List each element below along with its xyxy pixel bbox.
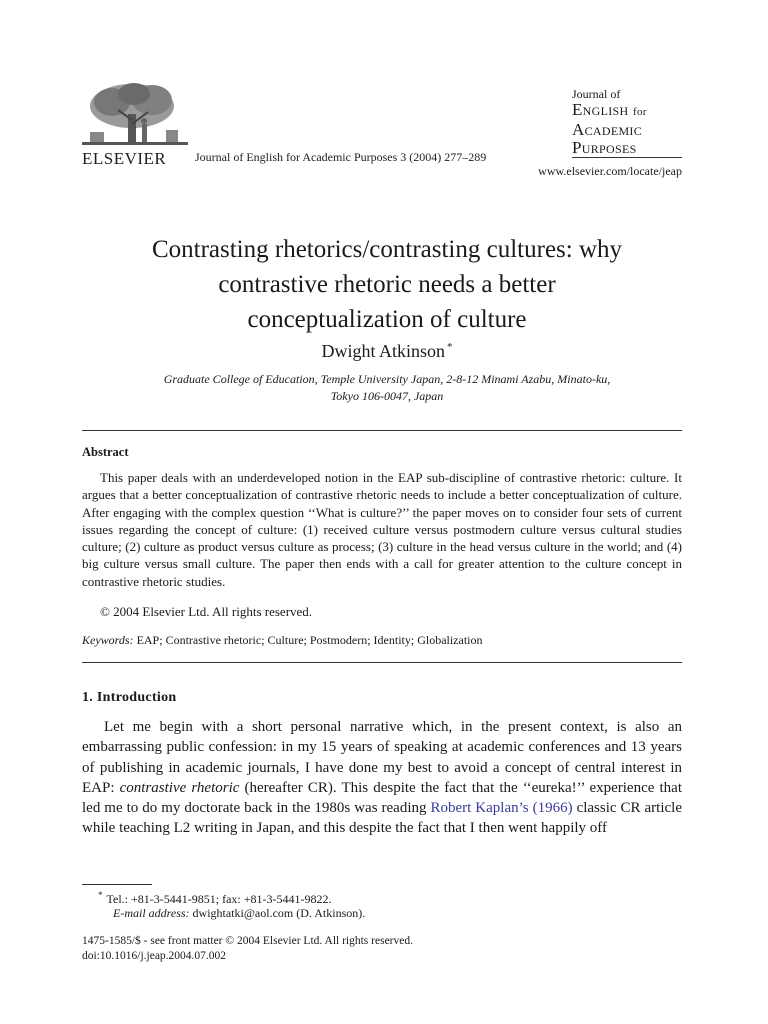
footnote-email — [113, 906, 365, 921]
title-line: contrastive rhetoric needs a better — [218, 271, 556, 298]
journal-citation: Journal of English for Academic Purposes 3 (2004) 277–289 — [195, 150, 487, 164]
author-name[interactable]: Dwight Atkinson — [321, 341, 445, 361]
intro-term: contrastive rhetoric — [119, 779, 240, 796]
journal-of-label: Journal of — [572, 87, 621, 101]
email-address[interactable]: dwightatki@aol.com (D. Atkinson). — [192, 906, 366, 920]
abstract-copyright: © 2004 Elsevier Ltd. All rights reserved. — [100, 604, 313, 619]
footnote-rule — [82, 884, 152, 885]
intro-text: classic CR article while teaching L2 writing in Japan, and this despite the fact that I then went happily off — [82, 800, 682, 837]
keywords-label: Keywords: — [82, 633, 134, 647]
publisher-name: ELSEVIER — [82, 149, 167, 168]
intro-text: (hereafter CR). This despite the fact that the ‘‘eureka!’’ experience that led me to do my doctorate back in the 1980s was reading — [82, 779, 682, 817]
section-heading-introduction: 1. Introduction — [82, 690, 177, 705]
journal-title-english: English — [572, 100, 629, 119]
elsevier-tree-logo — [82, 80, 188, 152]
email-label: E-mail address: — [113, 906, 190, 920]
doi-line[interactable]: doi:10.1016/j.jeap.2004.07.002 — [82, 950, 227, 962]
journal-title-line-3: Purposes — [572, 138, 637, 157]
keywords-line — [82, 633, 483, 648]
affiliation-line: Tokyo 106-0047, Japan — [330, 389, 444, 403]
abstract-heading: Abstract — [82, 445, 129, 459]
author-line — [82, 341, 692, 362]
article-title — [82, 232, 692, 337]
journal-title-rule — [572, 157, 682, 158]
citation-link-kaplan-1966[interactable]: Robert Kaplan’s (1966) — [430, 800, 573, 817]
issn-line: 1475-1585/$ - see front matter © 2004 Elsevier Ltd. All rights reserved. — [82, 935, 413, 947]
abstract-top-rule — [82, 430, 682, 431]
journal-title-line-2: Academic — [572, 120, 643, 139]
author-affiliation — [100, 371, 674, 405]
author-footnote-mark[interactable]: * — [447, 341, 453, 353]
title-line: Contrasting rhetorics/contrasting cultures: why — [151, 236, 623, 263]
abstract-bottom-rule — [82, 662, 682, 663]
affiliation-line: Graduate College of Education, Temple University Japan, 2-8-12 Minami Azabu, Minato-ku, — [163, 372, 611, 386]
introduction-paragraph — [82, 717, 682, 839]
footnote-mark: * — [98, 890, 103, 900]
keywords-values: EAP; Contrastive rhetoric; Culture; Postmodern; Identity; Globalization — [136, 633, 483, 647]
journal-url[interactable]: www.elsevier.com/locate/jeap — [538, 164, 682, 178]
footnote-contact — [98, 890, 332, 907]
intro-text: Let me begin with a short personal narrative which, in the present context, is also an embarrassing public confession: in my 15 years of speaking at academic conferences and 13 years of publishing in academic journals, I have done my best to avoid a concept of central interest in EAP: — [82, 719, 682, 796]
journal-title-line-1 — [572, 101, 682, 121]
footnote-phone-fax: Tel.: +81-3-5441-9851; fax: +81-3-5441-9822. — [106, 892, 332, 906]
abstract-text: This paper deals with an underdeveloped notion in the EAP sub-discipline of contrastive rhetoric: culture. It argues that a better conceptualization of contrastive rhetoric needs to include a better conceptualization of culture. After engaging with the complex question ‘‘What is culture?’’ the paper moves on to consider four sets of current issues regarding the concept of culture: (1) received culture versus postmodern culture versus cultural studies culture; (2) culture as product versus culture as process; (3) culture in the head versus culture in the world; and (4) big culture versus small culture. The paper then ends with a call for greater attention to the culture concept in contrastive rhetoric studies. — [82, 470, 682, 589]
title-line: conceptualization of culture — [247, 306, 527, 333]
journal-title-for: for — [633, 106, 647, 118]
journal-title-block — [572, 88, 682, 157]
